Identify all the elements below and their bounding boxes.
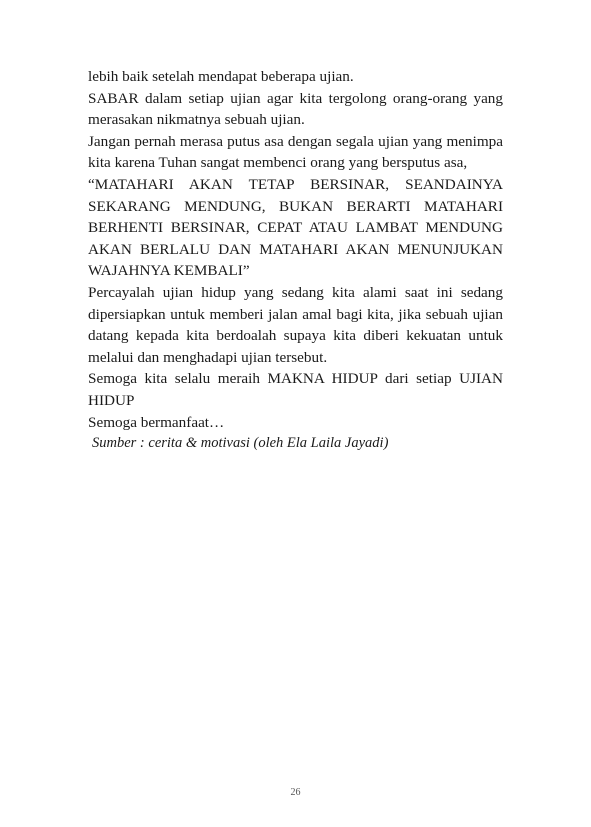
paragraph-closing: Semoga bermanfaat… — [88, 413, 225, 431]
paragraph-sabar: SABAR dalam setiap ujian agar kita tergolong orang-orang yang merasakan nikmatnya sebuah ujian. — [88, 89, 503, 129]
page-number: 26 — [290, 787, 301, 798]
source-citation: Sumber : cerita & motivasi (oleh Ela Laila Jayadi) — [92, 435, 389, 452]
quote-matahari: “MATAHARI AKAN TETAP BERSINAR, SEANDAINYA SEKARANG MENDUNG, BUKAN BERARTI MATAHARI BERHENTI BERSINAR, CEPAT ATAU LAMBAT MENDUNG AKAN BERLALU DAN MATAHARI AKAN MENUNJUKAN WAJAHNYA KEMBALI” — [88, 175, 503, 280]
page-body — [88, 66, 503, 455]
paragraph-intro: lebih baik setelah mendapat beberapa ujian. — [88, 68, 354, 85]
paragraph-percayalah: Percayalah ujian hidup yang sedang kita alami saat ini sedang dipersiapkan untuk memberi jalan amal bagi kita, jika sebuah ujian datang kepada kita berdoalah supaya kita diberi kekuatan untuk melalui dan menghadapi ujian tersebut. — [88, 283, 503, 366]
paragraph-semoga: Semoga kita selalu meraih MAKNA HIDUP dari setiap UJIAN HIDUP — [88, 370, 503, 409]
paragraph-putus-asa: Jangan pernah merasa putus asa dengan segala ujian yang menimpa kita karena Tuhan sangat membenci orang yang bersputus asa, — [88, 132, 503, 172]
